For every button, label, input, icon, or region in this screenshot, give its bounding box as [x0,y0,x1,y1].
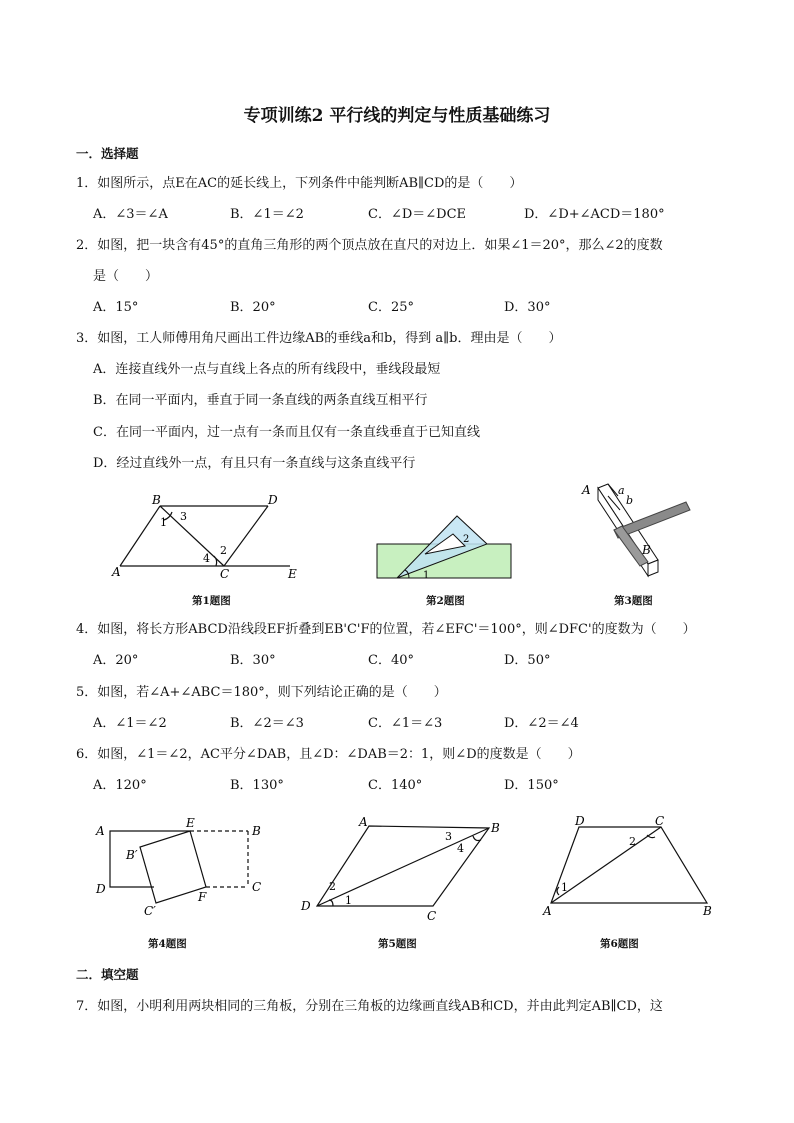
question-4-stem: 4．如图，将长方形ABCD沿线段EF折叠到EB'C'F的位置，若∠EFC'＝100°，则∠DFC'的度数为（ ） [76,622,696,637]
q4-option-d[interactable]: D．50° [504,653,551,668]
q5-option-d[interactable]: D．∠2＝∠4 [504,716,579,731]
q3-option-d[interactable]: D．经过直线外一点，有且只有一条直线与这条直线平行 [93,456,416,471]
figure-5 [295,810,515,923]
fig1-label-e: E [288,567,297,581]
fig4-folded-quad [140,831,206,903]
figure-1 [110,490,310,590]
question-2-stem-cont: 是（ ） [93,269,159,284]
fig3-label-b-point: B [642,543,651,557]
fig6-label-b: B [703,904,712,918]
q4-option-c[interactable]: C．40° [368,653,414,668]
page-title: 专项训练2 平行线的判定与性质基础练习 [243,106,551,126]
fig4-label-c: C [252,880,262,894]
fig6-label-d: D [575,814,585,828]
fig6-label-2: 2 [629,835,636,848]
figure-6 [535,805,725,920]
fig4-label-f: F [198,890,207,904]
question-3-stem: 3．如图，工人师傅用角尺画出工件边缘AB的垂线a和b，得到 a∥b．理由是（ ） [76,331,562,346]
figure-3 [578,480,698,580]
q6-option-b[interactable]: B．130° [230,778,284,793]
fig3-label-a-point: A [582,483,591,497]
q1-option-b[interactable]: B．∠1＝∠2 [230,207,304,222]
fig1-label-c: C [220,567,230,581]
caption-fig4: 第4题图 [148,938,187,950]
figure-4 [90,815,270,925]
fig1-label-3: 3 [180,510,187,523]
fig5-label-1: 1 [345,894,352,907]
q2-option-a[interactable]: A．15° [93,300,139,315]
fig6-label-1: 1 [561,881,568,894]
q6-option-c[interactable]: C．140° [368,778,423,793]
q3-option-c[interactable]: C．在同一平面内，过一点有一条而且仅有一条直线垂直于已知直线 [93,425,480,440]
caption-fig5: 第5题图 [378,938,417,950]
fig4-label-a: A [96,824,105,838]
fig4-label-d: D [96,882,106,896]
fig1-label-a: A [112,565,121,579]
q5-option-a[interactable]: A．∠1＝∠2 [93,716,167,731]
fig5-label-a: A [359,815,368,829]
fig1-label-2: 2 [220,544,227,557]
fig6-label-c: C [655,814,665,828]
q2-option-c[interactable]: C．25° [368,300,414,315]
q1-option-d[interactable]: D．∠D+∠ACD＝180° [524,207,665,222]
q5-option-b[interactable]: B．∠2＝∠3 [230,716,304,731]
fig2-label-2: 2 [463,534,470,545]
fig1-label-d: D [268,493,278,507]
fig4-label-c-prime: C′ [144,904,156,918]
q1-option-c[interactable]: C．∠D＝∠DCE [368,207,467,222]
caption-fig3: 第3题图 [614,595,653,607]
fig1-line-dc [224,506,268,566]
fig5-label-2: 2 [329,880,336,893]
fig1-label-4: 4 [203,552,210,565]
question-1-stem: 1．如图所示，点E在AC的延长线上，下列条件中能判断AB∥CD的是（ ） [76,176,523,191]
fig5-label-4: 4 [457,842,464,855]
fig4-label-e: E [186,816,195,830]
section-fill-heading: 二．填空题 [76,967,139,982]
q6-option-d[interactable]: D．150° [504,778,559,793]
q1-option-a[interactable]: A．∠3＝∠A [93,207,168,222]
fig3-label-a-line: a [618,484,625,497]
question-7-stem: 7．如图，小明利用两块相同的三角板，分别在三角板的边缘画直线AB和CD，并由此判定AB∥CD，这 [76,999,663,1014]
section-choice-heading: 一．选择题 [76,146,139,161]
fig6-label-a: A [543,904,552,918]
fig2-label-1: 1 [423,570,430,581]
q3-option-a[interactable]: A．连接直线外一点与直线上各点的所有线段中，垂线段最短 [93,362,441,377]
fig4-label-b-prime: B′ [126,848,138,862]
question-6-stem: 6．如图，∠1＝∠2，AC平分∠DAB，且∠D：∠DAB＝2：1，则∠D的度数是（ ） [76,747,581,762]
fig5-label-d: D [301,899,311,913]
q4-option-a[interactable]: A．20° [93,653,139,668]
question-2-stem: 2．如图，把一块含有45°的直角三角形的两个顶点放在直尺的对边上．如果∠1＝20°，那么∠2的度数 [76,238,663,253]
q5-option-c[interactable]: C．∠1＝∠3 [368,716,443,731]
q2-option-d[interactable]: D．30° [504,300,551,315]
fig1-label-1: 1 [160,516,167,529]
figure-2 [375,512,515,582]
caption-fig2: 第2题图 [426,595,465,607]
fig4-label-b: B [252,824,261,838]
fig1-line-ab [120,506,160,566]
fig5-label-c: C [427,909,437,923]
caption-fig1: 第1题图 [192,595,231,607]
q2-option-b[interactable]: B．20° [230,300,276,315]
fig1-label-b: B [152,493,161,507]
fig5-label-3: 3 [445,830,452,843]
q4-option-b[interactable]: B．30° [230,653,276,668]
fig5-label-b: B [491,821,500,835]
q6-option-a[interactable]: A．120° [93,778,147,793]
q3-option-b[interactable]: B．在同一平面内，垂直于同一条直线的两条直线互相平行 [93,393,428,408]
fig3-label-b-line: b [626,494,634,507]
question-5-stem: 5．如图，若∠A+∠ABC＝180°，则下列结论正确的是（ ） [76,685,447,700]
caption-fig6: 第6题图 [600,938,639,950]
